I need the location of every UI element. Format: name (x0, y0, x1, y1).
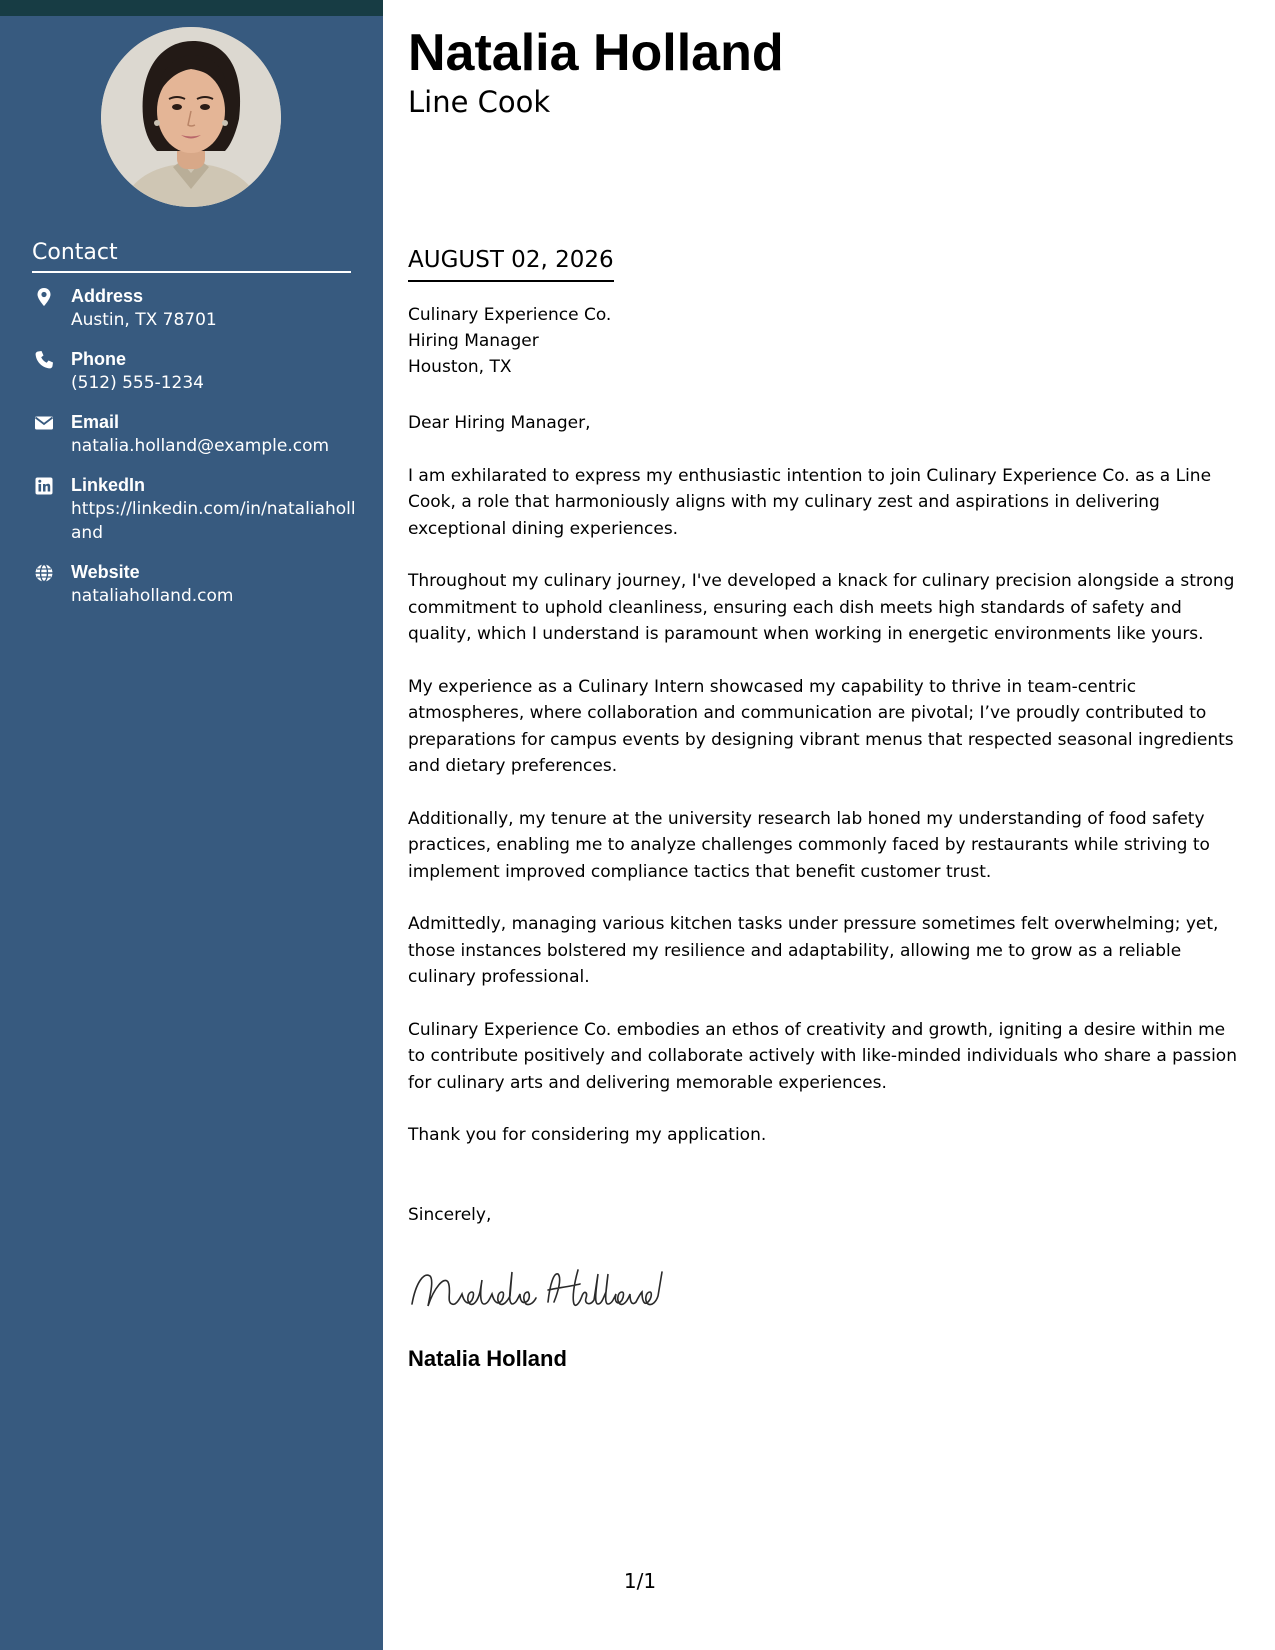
envelope-icon (34, 413, 54, 433)
letter-body (408, 410, 1246, 1175)
address-value: Austin, TX 78701 (71, 310, 217, 330)
avatar (101, 27, 281, 207)
handwritten-signature (408, 1262, 668, 1327)
contact-list (32, 284, 357, 623)
contact-label: Address (71, 286, 144, 306)
linkedin-value[interactable]: https://linkedin.com/in/nataliaholland (71, 499, 356, 543)
email-value[interactable]: natalia.holland@example.com (71, 436, 330, 456)
contact-item-linkedin (32, 473, 357, 545)
phone-value: (512) 555-1234 (71, 373, 204, 393)
contact-label: Email (71, 412, 120, 432)
signer-name: Natalia Holland (408, 1346, 567, 1371)
phone-icon (34, 350, 54, 370)
body-paragraph: Admittedly, managing various kitchen tasks under pressure sometimes felt overwhelming; yet, those instances bolstered my resilience and adaptability, allowing me to grow as a reliable culinary professional. (408, 914, 1219, 987)
recipient-role: Hiring Manager (408, 331, 539, 351)
page-number: 1/1 (623, 1569, 657, 1593)
contact-label: Phone (71, 349, 127, 369)
contact-item-email (32, 410, 357, 458)
letter-date: AUGUST 02, 2026 (408, 244, 614, 282)
body-paragraph: Throughout my culinary journey, I've developed a knack for culinary precision alongside a strong commitment to uphold cleanliness, ensuring each dish meets high standards of safety and quality, which I understand is paramount when working in energetic environments like yours. (408, 571, 1235, 644)
sidebar-top-bar (0, 0, 383, 16)
body-paragraph: Culinary Experience Co. embodies an ethos of creativity and growth, igniting a desire within me to contribute positively and collaborate actively with like-minded individuals who share a passion for culinary arts and delivering memorable experiences. (408, 1019, 1237, 1093)
recipient-location: Houston, TX (408, 357, 512, 377)
globe-icon (34, 563, 54, 583)
linkedin-icon (34, 476, 54, 496)
salutation: Dear Hiring Manager, (408, 413, 591, 433)
closing: Sincerely, (408, 1205, 492, 1225)
recipient-block (408, 302, 611, 380)
applicant-name: Natalia Holland (408, 24, 784, 82)
contact-heading: Contact (32, 238, 351, 273)
contact-item-phone (32, 347, 357, 395)
contact-label: Website (71, 562, 140, 582)
recipient-company: Culinary Experience Co. (408, 305, 612, 325)
body-paragraph: I am exhilarated to express my enthusiastic intention to join Culinary Experience Co. as a Line Cook, a role that harmoniously aligns with my culinary zest and aspirations in delivering exceptional dining experiences. (408, 465, 1212, 539)
job-title: Line Cook (408, 85, 551, 119)
body-paragraph: Additionally, my tenure at the university research lab honed my understanding of food safety practices, enabling me to analyze challenges commonly faced by restaurants while striving to implement improved compliance tactics that benefit customer trust. (408, 808, 1210, 882)
contact-item-website (32, 560, 357, 608)
sidebar (0, 0, 383, 1650)
contact-item-address (32, 284, 357, 332)
body-paragraph: My experience as a Culinary Intern showcased my capability to thrive in team-centric atmospheres, where collaboration and communication are pivotal; I’ve proudly contributed to preparations for campus events by designing vibrant menus that respected seasonal ingredients and dietary preferences. (408, 676, 1234, 776)
location-pin-icon (34, 287, 54, 307)
contact-label: LinkedIn (71, 475, 146, 495)
body-paragraph: Thank you for considering my application. (408, 1125, 767, 1145)
website-value[interactable]: nataliaholland.com (71, 586, 234, 606)
